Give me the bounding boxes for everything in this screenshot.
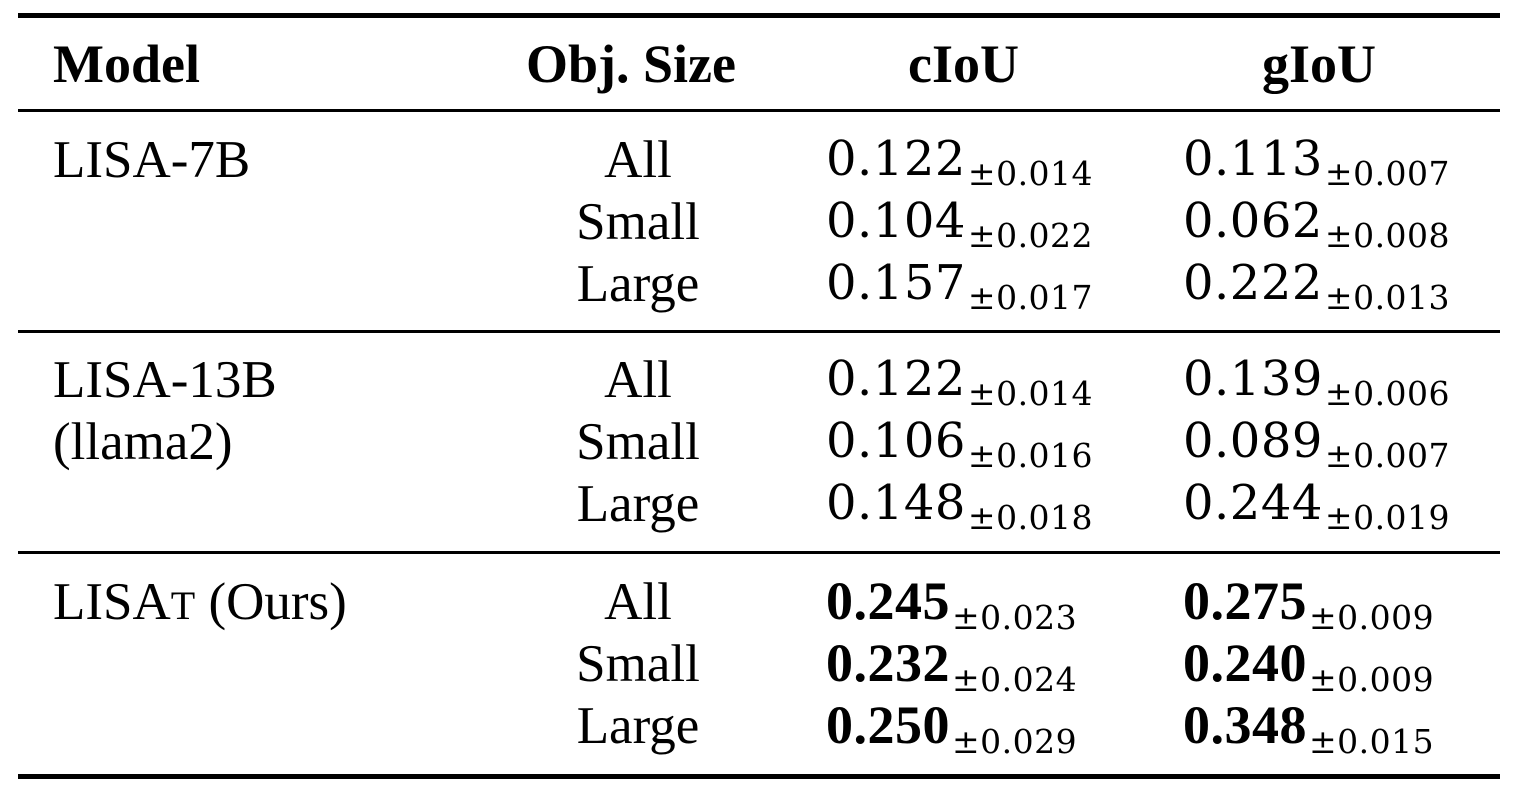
size-label: All [604,573,672,631]
size-label: Small [576,635,700,693]
size-label: Large [576,697,700,755]
model-name: LISA-13B [53,351,277,409]
giou-value: $0.244_{\pm 0.019}$ [1183,475,1451,537]
size-label: All [604,131,672,189]
giou-value-best: $0.240_{\pm 0.009}$ [1183,633,1435,699]
size-label: Large [576,255,700,313]
ciou-value: $0.157_{\pm 0.017}$ [826,255,1094,317]
ciou-value: $0.122_{\pm 0.014}$ [826,351,1094,413]
bottom-rule [18,774,1500,779]
giou-value: $0.222_{\pm 0.013}$ [1183,255,1451,317]
ciou-value: $0.122_{\pm 0.014}$ [826,131,1094,193]
ciou-value: $0.148_{\pm 0.018}$ [826,475,1094,537]
header-rule [18,109,1500,112]
header-ciou: cIoU [908,34,1019,94]
size-label: Small [576,193,700,251]
ciou-value: $0.106_{\pm 0.016}$ [826,413,1094,475]
size-label: Small [576,413,700,471]
header-model: Model [53,34,200,94]
giou-value: $0.139_{\pm 0.006}$ [1183,351,1451,413]
size-label: All [604,351,672,409]
ciou-value-best: $0.232_{\pm 0.024}$ [826,633,1078,699]
model-name-subtitle: (llama2) [53,413,233,471]
giou-value: $0.113_{\pm 0.007}$ [1183,131,1451,193]
model-name-ours: LISAT (Ours) [53,573,347,631]
group-rule-1 [18,330,1500,333]
giou-value: $0.062_{\pm 0.008}$ [1183,193,1451,255]
giou-value: $0.089_{\pm 0.007}$ [1183,413,1451,475]
top-rule [18,13,1500,18]
ciou-value-best: $0.250_{\pm 0.029}$ [826,695,1078,761]
size-label: Large [576,475,700,533]
group-rule-2 [18,551,1500,554]
ciou-value: $0.104_{\pm 0.022}$ [826,193,1094,255]
giou-value-best: $0.348_{\pm 0.015}$ [1183,695,1435,761]
ciou-value-best: $0.245_{\pm 0.023}$ [826,571,1078,637]
header-obj-size: Obj. Size [526,34,736,94]
header-giou: gIoU [1262,34,1377,94]
model-name: LISA-7B [53,131,251,189]
giou-value-best: $0.275_{\pm 0.009}$ [1183,571,1435,637]
